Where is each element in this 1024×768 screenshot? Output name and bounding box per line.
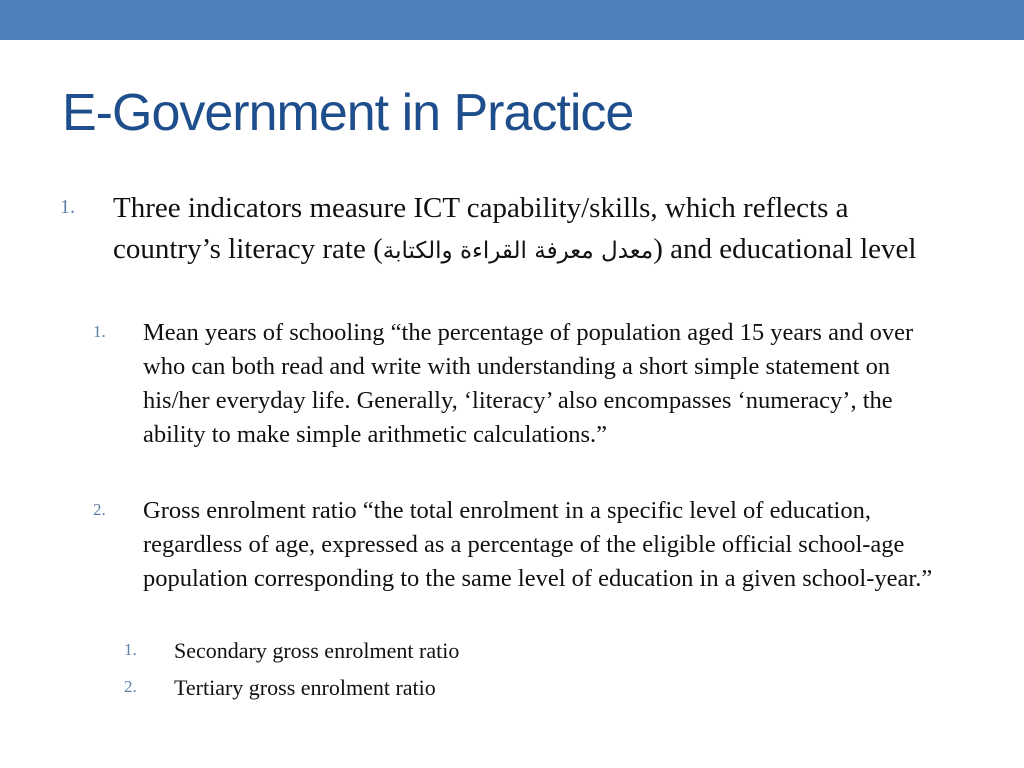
list-item-text: Mean years of schooling “the percentage of population aged 15 years and over who can both read and write with understanding a short simple statement on his/her everyday life. Generally, ‘literacy’ also encompasses ‘numeracy’, the ability to make simple arithmetic calculations.” (143, 319, 914, 448)
list-number: 2. (93, 500, 106, 519)
top-accent-bar (0, 0, 1024, 40)
slide-title: E-Government in Practice (62, 84, 634, 142)
list-number: 1. (60, 196, 75, 218)
list-number: 1. (93, 322, 106, 341)
list-item-text: Gross enrolment ratio “the total enrolment in a specific level of education, regardless of age, expressed as a percentage of the eligible official school-age population corresponding to the same level of education in a given school-year.” (143, 497, 933, 592)
list-number: 1. (124, 640, 137, 659)
list-item-text: Secondary gross enrolment ratio (174, 638, 460, 663)
list-number: 2. (124, 677, 137, 696)
arabic-term: معدل معرفة القراءة والكتابة (382, 237, 654, 264)
list-item-text (113, 188, 963, 271)
text-after-arabic: ) and educational level (653, 232, 917, 265)
list-item-text: Tertiary gross enrolment ratio (174, 675, 436, 700)
text-before-arabic: Three indicators measure ICT capability/skills, which reflects a country’s literacy rate ( (113, 192, 849, 265)
